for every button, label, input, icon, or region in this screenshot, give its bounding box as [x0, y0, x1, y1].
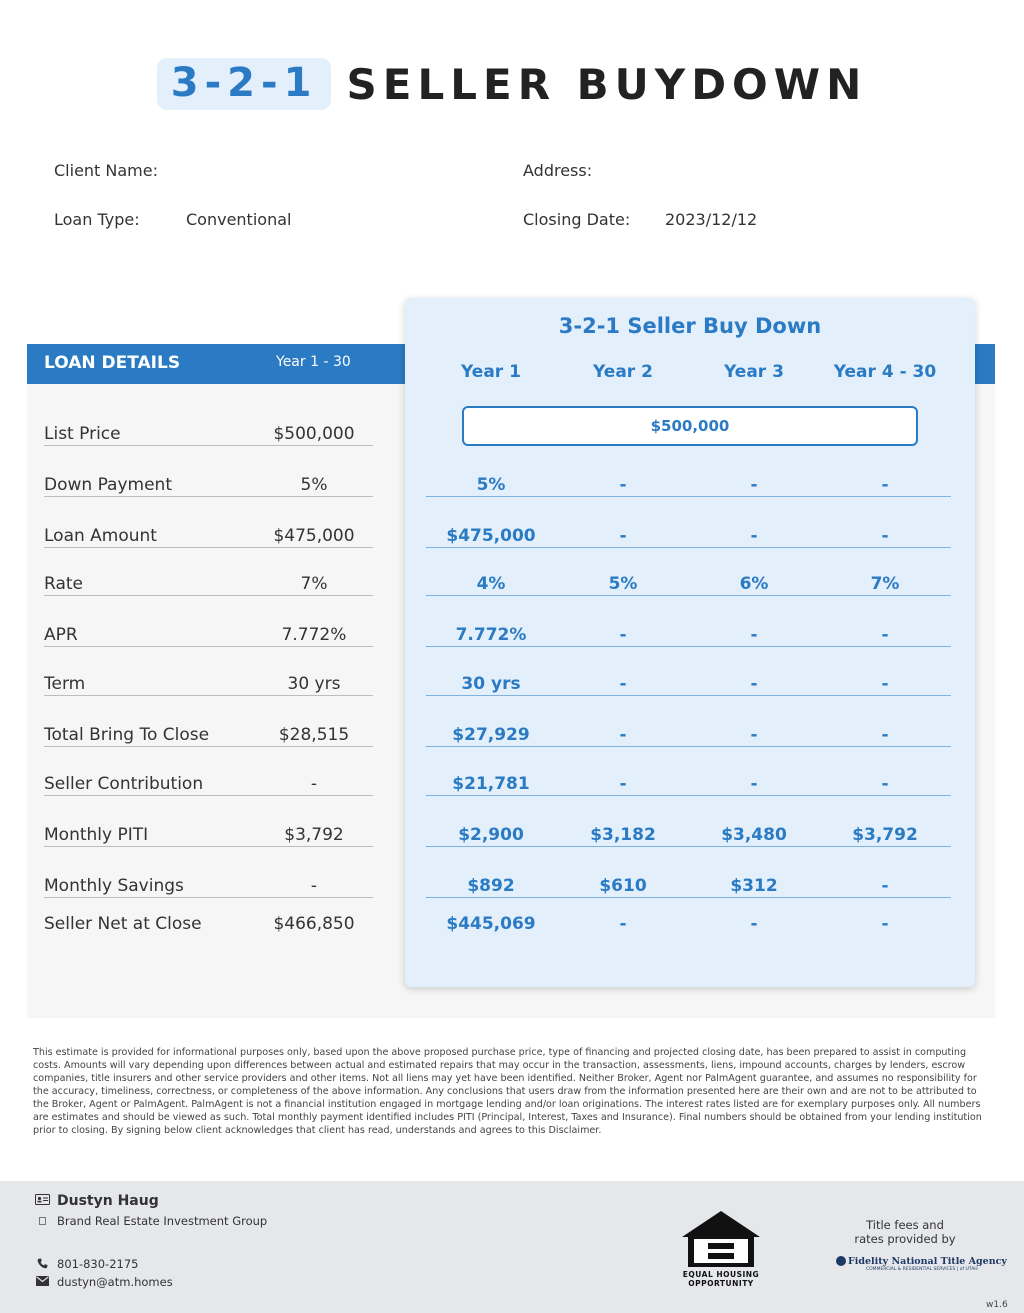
buydown-cell: 6% [739, 574, 769, 594]
buydown-cell: 30 yrs [461, 674, 521, 694]
buydown-cell: 7.772% [455, 625, 527, 645]
buydown-row-term [426, 669, 951, 696]
closing-date-value: 2023/12/12 [665, 210, 758, 229]
loan-row-loan-amount [44, 521, 373, 548]
row-label: List Price [44, 424, 121, 444]
buydown-cell: 4% [476, 574, 506, 594]
buydown-cell: - [619, 914, 627, 934]
address-label: Address: [523, 161, 593, 180]
buydown-row-total-bring-to-close [426, 720, 951, 747]
buydown-cell: $610 [599, 876, 647, 896]
loan-type-field [54, 210, 292, 229]
buydown-cell: $27,929 [452, 725, 530, 745]
page-title: SELLER BUYDOWN [346, 59, 868, 109]
buydown-cell: - [750, 914, 758, 934]
loan-row-monthly-piti [44, 820, 373, 847]
buydown-cell: - [619, 475, 627, 495]
buydown-row-seller-contribution [426, 769, 951, 796]
equal-housing-house-icon [680, 1209, 762, 1273]
year-header-4-30: Year 4 - 30 [833, 362, 937, 382]
title-fees-note: Title fees and rates provided by [854, 1218, 956, 1246]
agent-phone[interactable]: 801-830-2175 [57, 1257, 139, 1271]
phone-icon[interactable] [37, 1258, 48, 1272]
buydown-cell: - [619, 725, 627, 745]
agent-name: Dustyn Haug [57, 1193, 159, 1209]
row-label: Seller Contribution [44, 774, 204, 794]
address-field [523, 161, 592, 180]
row-value: $28,515 [278, 725, 350, 745]
buydown-cell: 5% [608, 574, 638, 594]
buydown-cell: $3,480 [721, 825, 787, 845]
loan-row-seller-contribution [44, 769, 373, 796]
row-value: $466,850 [273, 914, 355, 934]
buydown-cell: - [881, 725, 889, 745]
buydown-cell: - [881, 625, 889, 645]
loan-details-title: LOAN DETAILS [44, 353, 181, 373]
loan-row-term [44, 669, 373, 696]
buydown-row-loan-amount [426, 521, 951, 548]
buydown-cell: - [881, 876, 889, 896]
row-label: Term [44, 674, 86, 694]
buydown-cell: - [750, 526, 758, 546]
loan-row-apr [44, 620, 373, 647]
buydown-cell: - [750, 674, 758, 694]
row-value: $3,792 [284, 825, 344, 845]
buydown-cell: - [619, 526, 627, 546]
fidelity-seal-icon [836, 1256, 846, 1266]
buydown-cell: $21,781 [452, 774, 530, 794]
row-label: Rate [44, 574, 83, 594]
buydown-row-apr [426, 620, 951, 647]
buydown-cell: $892 [467, 876, 515, 896]
row-value: 5% [300, 475, 328, 495]
closing-date-label: Closing Date: [523, 210, 631, 229]
buydown-row-seller-net-at-close [426, 909, 951, 935]
row-label: Monthly PITI [44, 825, 149, 845]
loan-row-seller-net-at-close [44, 909, 373, 935]
buydown-cell: - [750, 725, 758, 745]
row-label: Total Bring To Close [44, 725, 210, 745]
row-value: 7% [300, 574, 328, 594]
loan-row-list-price [44, 419, 373, 446]
buydown-cell: - [881, 774, 889, 794]
buydown-cell: $312 [730, 876, 778, 896]
loan-row-monthly-savings [44, 871, 373, 898]
loan-type-value: Conventional [186, 210, 292, 229]
buydown-cell: - [750, 625, 758, 645]
row-value: - [310, 774, 318, 794]
buydown-cell: $445,069 [446, 914, 536, 934]
row-value: 7.772% [281, 625, 347, 645]
row-value: 30 yrs [287, 674, 341, 694]
building-icon [39, 1215, 46, 1228]
row-label: APR [44, 625, 78, 645]
equal-housing-text: EQUAL HOUSING OPPORTUNITY [682, 1270, 760, 1288]
buydown-row-down-payment [426, 470, 951, 497]
closing-date-field [523, 210, 758, 229]
buydown-cell: - [881, 674, 889, 694]
buydown-cell: 5% [476, 475, 506, 495]
buydown-row-rate [426, 569, 951, 596]
buydown-cell: - [619, 774, 627, 794]
year-header-1: Year 1 [461, 362, 521, 382]
buydown-title: 3-2-1 Seller Buy Down [558, 314, 822, 338]
client-name-label: Client Name: [54, 161, 158, 180]
buydown-cell: - [619, 625, 627, 645]
fidelity-logo-subtext: COMMERCIAL & RESIDENTIAL SERVICES | of UTAH [866, 1267, 978, 1272]
loan-details-year-label: Year 1 - 30 [276, 354, 351, 370]
envelope-icon[interactable] [36, 1276, 49, 1289]
buydown-cell: $2,900 [458, 825, 524, 845]
fidelity-logo-text: Fidelity National Title Agency [848, 1256, 1007, 1267]
buydown-cell: - [619, 674, 627, 694]
row-value: - [310, 876, 318, 896]
row-value: $475,000 [273, 526, 355, 546]
client-name-field [54, 161, 158, 180]
buydown-list-price: $500,000 [462, 406, 918, 446]
buydown-cell: - [750, 475, 758, 495]
page-header [0, 58, 1024, 110]
agent-company: Brand Real Estate Investment Group [57, 1214, 268, 1228]
loan-row-down-payment [44, 470, 373, 497]
loan-type-label: Loan Type: [54, 210, 140, 229]
row-label: Loan Amount [44, 526, 157, 546]
buydown-cell: - [881, 475, 889, 495]
row-label: Monthly Savings [44, 876, 184, 896]
buydown-cell: $3,792 [852, 825, 918, 845]
buydown-cell: - [881, 526, 889, 546]
row-label: Seller Net at Close [44, 914, 202, 934]
year-header-2: Year 2 [593, 362, 653, 382]
version-label: w1.6 [986, 1300, 1008, 1310]
loan-row-rate [44, 569, 373, 596]
buydown-row-monthly-savings [426, 871, 951, 898]
loan-row-total-bring-to-close [44, 720, 373, 747]
year-header-3: Year 3 [724, 362, 784, 382]
buydown-cell: $3,182 [590, 825, 656, 845]
id-card-icon [35, 1194, 50, 1208]
disclaimer-text: This estimate is provided for informational purposes only, based upon the above proposed purchase price, type of financing and projected closing date, has been prepared to assist in computing costs. Amounts will vary depending upon differences between actual and estimated repairs that may occur in the transaction, assessments, liens, impound accounts, charges by lenders, escrow companies, title insurers and other service providers and other items. Not all liens may yet have been identified. Neither Broker, Agent nor PalmAgent guarantee, and assumes no responsibility for the accuracy, timeliness, correctness, or completeness of the above information. Any conclusions that users draw from the information presented here are their own and are not to be attributed to the Broker, Agent or PalmAgent. PalmAgent is not a financial institution engaged in mortgage lending and/or loan originations. The interest rates listed are for exemplary purposes only. All numbers are estimates and should be viewed as such. Total monthly payment identified includes PITI (Principal, Interest, Taxes and Insurance). Final numbers should be obtained from your lending institution prior to closing. By signing below client acknowledges that client has read, understands and agrees to this Disclaimer. [33, 1047, 982, 1136]
agent-email[interactable]: dustyn@atm.homes [57, 1275, 173, 1289]
row-label: Down Payment [44, 475, 172, 495]
buydown-cell: - [881, 914, 889, 934]
buydown-cell: $475,000 [446, 526, 536, 546]
buydown-cell: - [750, 774, 758, 794]
row-value: $500,000 [273, 424, 355, 444]
buydown-cell: 7% [870, 574, 900, 594]
title-badge: 3-2-1 [157, 58, 332, 110]
buydown-row-monthly-piti [426, 820, 951, 847]
